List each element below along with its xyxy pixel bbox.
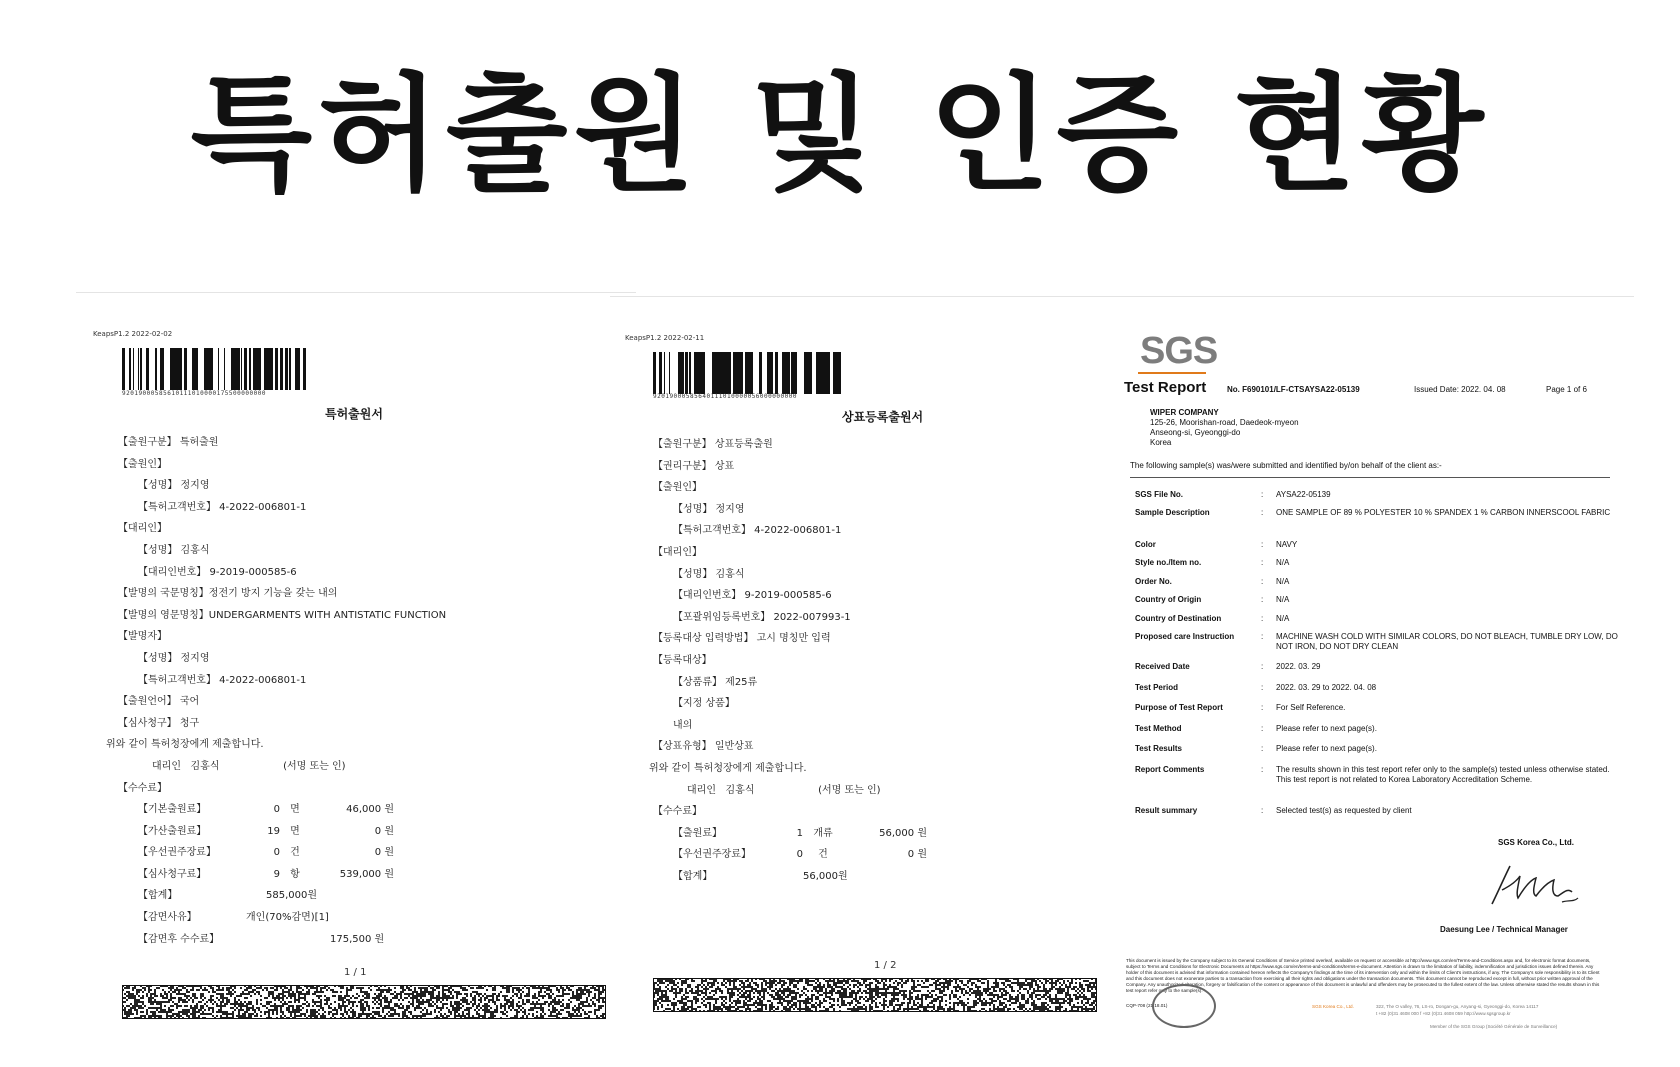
after-fee-label: 【감면후 수수료】 bbox=[138, 933, 220, 945]
trademark-line: 【상표유형】 일반상표 bbox=[653, 741, 754, 753]
sgs-field-value: The results shown in this test report refer only to the sample(s) tested unless otherwise stated. This test report is not related to Korea Laboratory Accreditation Scheme. bbox=[1276, 765, 1610, 784]
trademark-page-number: 1 / 2 bbox=[874, 960, 897, 971]
sgs-logo: SGS bbox=[1140, 330, 1218, 372]
sgs-form-code: CQP-708 (21.18.01) bbox=[1126, 1003, 1168, 1008]
trademark-line: 【성명】 김홍식 bbox=[673, 568, 745, 580]
page-indicator: Page 1 of 6 bbox=[1546, 385, 1587, 394]
divider-right bbox=[610, 296, 1634, 297]
sgs-footer-address: 322, The O valley, 76, LS-ro, Dongan-gu, Anyang-si, Gyeonggi-do, Korea 14117 bbox=[1376, 1004, 1539, 1009]
patent-header: KeapsP1.2 2022-02-02 bbox=[93, 330, 173, 338]
patent-line: 대리인 김홍식 (서명 또는 인) bbox=[152, 760, 346, 772]
fee-qty: 0 bbox=[796, 849, 803, 861]
sgs-field-label: Test Period bbox=[1135, 683, 1178, 692]
trademark-header: KeapsP1.2 2022-02-11 bbox=[625, 334, 705, 342]
sgs-field-label: Test Results bbox=[1135, 744, 1182, 753]
fee-row bbox=[653, 844, 1113, 866]
patent-line: 【대리인번호】 9-2019-000585-6 bbox=[138, 566, 297, 578]
sgs-field-colon: : bbox=[1261, 744, 1264, 753]
fee-qty: 1 bbox=[796, 827, 803, 839]
patent-line: 【심사청구】 청구 bbox=[118, 717, 200, 729]
patent-line: 【출원구분】 특허출원 bbox=[118, 437, 219, 448]
sgs-field-value: Selected test(s) as requested by client bbox=[1276, 806, 1412, 815]
trademark-line: 【대리인】 bbox=[653, 546, 702, 558]
fee-amount: 46,000 원 bbox=[346, 804, 394, 816]
trademark-line: 【포괄위임등록번호】 2022-007993-1 bbox=[673, 611, 851, 623]
sgs-seal-stamp bbox=[1152, 984, 1216, 1028]
sgs-field-colon: : bbox=[1261, 540, 1264, 549]
sgs-field-colon: : bbox=[1261, 558, 1264, 567]
sgs-field-label: Order No. bbox=[1135, 577, 1172, 586]
fee-label: 【출원료】 bbox=[673, 827, 722, 839]
total-row bbox=[118, 885, 618, 907]
sgs-field-value: ONE SAMPLE OF 89 % POLYESTER 10 % SPANDEX 1 % CARBON INNERSCOOL FABRIC bbox=[1276, 508, 1611, 517]
sgs-field-label: Report Comments bbox=[1135, 765, 1205, 774]
fee-label: 【심사청구료】 bbox=[138, 868, 207, 880]
total-label: 【합계】 bbox=[673, 870, 713, 882]
sgs-field-colon: : bbox=[1261, 614, 1264, 623]
sgs-field-colon: : bbox=[1261, 806, 1264, 815]
trademark-line: 【출원인】 bbox=[653, 482, 702, 494]
sgs-field-colon: : bbox=[1261, 703, 1264, 712]
fee-amount: 539,000 원 bbox=[339, 868, 394, 880]
sgs-field-value: N/A bbox=[1276, 558, 1290, 567]
sgs-field-value: Please refer to next page(s). bbox=[1276, 724, 1377, 733]
fee-row bbox=[118, 799, 618, 821]
fee-qty: 0 bbox=[273, 847, 280, 859]
reduction-value: 개인(70%감면)[1] bbox=[246, 912, 329, 924]
sgs-field-value: N/A bbox=[1276, 614, 1290, 623]
fee-unit: 면 bbox=[290, 825, 300, 837]
sgs-footer-member: Member of the SGS Group (Société Générale de Surveillance) bbox=[1430, 1024, 1558, 1029]
sgs-field-value: 2022. 03. 29 bbox=[1276, 662, 1321, 671]
sgs-field-colon: : bbox=[1261, 632, 1264, 641]
sgs-footer-company: SGS Korea Co., Ltd. bbox=[1312, 1004, 1354, 1009]
fee-amount: 0 원 bbox=[907, 849, 927, 861]
patent-line: 【발명의 국문명칭】정전기 방지 기능을 갖는 내의 bbox=[118, 588, 338, 600]
patent-line: 【성명】 정지영 bbox=[138, 652, 210, 664]
trademark-line: 내의 bbox=[673, 719, 693, 731]
sgs-field-label: Test Method bbox=[1135, 724, 1182, 733]
trademark-2d-barcode bbox=[653, 978, 1097, 1012]
sgs-field-value: MACHINE WASH COLD WITH SIMILAR COLORS, DO NOT BLEACH, TUMBLE DRY LOW, DO NOT IRON, DO NOT DRY CLEAN bbox=[1276, 632, 1618, 651]
report-number: No. F690101/LF-CTSAYSA22-05139 bbox=[1227, 385, 1360, 394]
sgs-field-colon: : bbox=[1261, 490, 1264, 499]
sgs-field-value: N/A bbox=[1276, 577, 1290, 586]
sgs-field-colon: : bbox=[1261, 595, 1264, 604]
fee-qty: 0 bbox=[273, 804, 280, 816]
sgs-field-label: SGS File No. bbox=[1135, 490, 1184, 499]
fee-label: 【우선권주장료】 bbox=[673, 849, 751, 861]
sgs-field-colon: : bbox=[1261, 683, 1264, 692]
client-address bbox=[1150, 408, 1299, 448]
trademark-barcode-number: 92019000585640111010000056000000000 bbox=[653, 393, 797, 400]
reduction-row bbox=[118, 907, 618, 929]
signer-company: SGS Korea Co., Ltd. bbox=[1498, 838, 1575, 847]
sgs-field-colon: : bbox=[1261, 765, 1264, 774]
sgs-field-label: Sample Description bbox=[1135, 508, 1210, 517]
fee-row bbox=[118, 821, 618, 843]
address-line: 125-26, Moorishan-road, Daedeok-myeon bbox=[1150, 418, 1299, 427]
patent-line: 【성명】 정지영 bbox=[138, 480, 210, 492]
fee-unit: 건 bbox=[290, 847, 300, 859]
patent-line: 【특허고객번호】 4-2022-006801-1 bbox=[138, 674, 307, 686]
total-label: 【합계】 bbox=[138, 890, 178, 902]
patent-line: 【출원인】 bbox=[118, 458, 167, 470]
signature-image bbox=[1458, 852, 1598, 914]
fee-label: 【우선권주장료】 bbox=[138, 847, 216, 859]
total-row bbox=[653, 866, 1113, 888]
sgs-field-colon: : bbox=[1261, 508, 1264, 517]
sgs-field-colon: : bbox=[1261, 577, 1264, 586]
trademark-line: 【상품류】 제25류 bbox=[673, 676, 758, 688]
trademark-title: 상표등록출원서 bbox=[842, 410, 924, 424]
sgs-field-colon: : bbox=[1261, 662, 1264, 671]
divider-left bbox=[76, 292, 636, 293]
sgs-field-label: Color bbox=[1135, 540, 1156, 549]
sgs-field-label: Country of Origin bbox=[1135, 595, 1202, 604]
trademark-barcode bbox=[653, 352, 843, 394]
fee-row bbox=[653, 823, 1113, 845]
patent-line: 【발명자】 bbox=[118, 631, 167, 643]
sgs-field-value: Please refer to next page(s). bbox=[1276, 744, 1377, 753]
patent-title: 특허출원서 bbox=[325, 407, 383, 421]
total-value: 56,000원 bbox=[803, 870, 848, 882]
sgs-field-value: AYSA22-05139 bbox=[1276, 490, 1331, 499]
patent-line: 【수수료】 bbox=[118, 782, 167, 794]
trademark-line: 위와 같이 특허청장에게 제출합니다. bbox=[649, 762, 807, 774]
patent-2d-barcode bbox=[122, 985, 606, 1019]
trademark-line: 【권리구분】 상표 bbox=[653, 460, 735, 472]
fee-amount: 0 원 bbox=[374, 825, 394, 837]
trademark-line: 【등록대상】 bbox=[653, 654, 712, 666]
fee-label: 【기본출원료】 bbox=[138, 804, 207, 816]
sgs-footer-phone: t +82 (0)31 4608 000 f +82 (0)31 4608 059 http://www.sgsgroup.kr bbox=[1376, 1011, 1511, 1016]
fee-qty: 19 bbox=[267, 825, 280, 837]
patent-line: 【성명】 김홍식 bbox=[138, 544, 210, 556]
patent-barcode-number: 92019000585610111010000175500000000 bbox=[122, 390, 266, 397]
after-fee-row bbox=[118, 929, 618, 951]
fee-unit: 개류 bbox=[813, 827, 833, 839]
sgs-field-label: Proposed care Instruction bbox=[1135, 632, 1235, 641]
fee-label: 【가산출원료】 bbox=[138, 825, 207, 837]
sgs-field-value: N/A bbox=[1276, 595, 1290, 604]
sgs-field-label: Received Date bbox=[1135, 662, 1190, 671]
patent-page-number: 1 / 1 bbox=[344, 967, 367, 978]
trademark-body bbox=[649, 434, 1113, 887]
sgs-field-value: NAVY bbox=[1276, 540, 1298, 549]
trademark-line: 【대리인번호】 9-2019-000585-6 bbox=[673, 590, 832, 602]
sample-intro: The following sample(s) was/were submitted and identified by/on behalf of the client as:- bbox=[1130, 461, 1442, 470]
trademark-line: 【수수료】 bbox=[653, 806, 702, 818]
page-headline: 특허출원 및 인증 현황 bbox=[190, 61, 1490, 208]
sgs-logo-underline bbox=[1138, 372, 1206, 374]
patent-line: 【출원언어】 국어 bbox=[118, 696, 200, 708]
total-value: 585,000원 bbox=[266, 890, 318, 902]
client-company: WIPER COMPANY bbox=[1150, 408, 1219, 417]
sgs-field-colon: : bbox=[1261, 724, 1264, 733]
issued-date: Issued Date: 2022. 04. 08 bbox=[1414, 385, 1506, 394]
reduction-label: 【감면사유】 bbox=[138, 912, 197, 924]
sgs-field-label: Purpose of Test Report bbox=[1135, 703, 1223, 712]
fee-unit: 건 bbox=[818, 849, 828, 861]
trademark-line: 【성명】 정지영 bbox=[673, 503, 745, 515]
fee-amount: 56,000 원 bbox=[879, 827, 927, 839]
sgs-field-label: Country of Destination bbox=[1135, 614, 1222, 623]
fee-unit: 면 bbox=[290, 804, 300, 816]
patent-line: 【대리인】 bbox=[118, 523, 167, 535]
test-report-title: Test Report bbox=[1124, 379, 1207, 396]
fee-unit: 항 bbox=[290, 868, 300, 880]
patent-line: 【발명의 영문명칭】UNDERGARMENTS WITH ANTISTATIC FUNCTION bbox=[118, 609, 447, 621]
sgs-field-value: 2022. 03. 29 to 2022. 04. 08 bbox=[1276, 683, 1377, 692]
sgs-rule bbox=[1130, 477, 1610, 478]
fee-amount: 0 원 bbox=[374, 847, 394, 859]
sgs-fine-print: This document is issued by the Company subject to its General Conditions of Service printed overleaf, available on request or accessible at http://www.sgs.com/en/Terms-and-Conditions.aspx and, for electronic format documents, subject to Terms and Conditions for Electronic Documents at https://www.sgs.com/en/terms-and-conditions/terms-e-document. Attention is drawn to the limitation of liability, indemnification and jurisdiction issues defined therein. Any holder of this document is advised that information contained hereon reflects the Company's findings at the time of its intervention only and within the limits of Client's instructions, if any. The Company's sole responsibility is to its Client and this document does not exonerate parties to a transaction from exercising all their rights and obligations under the transaction documents. This document cannot be reproduced except in full, without prior written approval of the Company. Any unauthorized alteration, forgery or falsification of the content or appearance of this document is unlawful and offenders may be prosecuted to the fullest extent of the law. Unless otherwise stated the results shown in this test report refer only to the sample(s). bbox=[1126, 958, 1600, 993]
address-line: Korea bbox=[1150, 438, 1172, 447]
after-fee-value: 175,500 원 bbox=[330, 933, 385, 945]
signer-name: Daesung Lee / Technical Manager bbox=[1440, 925, 1568, 934]
trademark-line: 대리인 김홍식 (서명 또는 인) bbox=[687, 784, 881, 796]
trademark-line: 【특허고객번호】 4-2022-006801-1 bbox=[673, 525, 842, 537]
trademark-line: 【출원구분】 상표등록출원 bbox=[653, 439, 773, 450]
fee-qty: 9 bbox=[273, 868, 280, 880]
patent-line: 【특허고객번호】 4-2022-006801-1 bbox=[138, 501, 307, 513]
sgs-field-value: For Self Reference. bbox=[1276, 703, 1346, 712]
sgs-field-label: Style no./Item no. bbox=[1135, 558, 1202, 567]
patent-line: 위와 같이 특허청장에게 제출합니다. bbox=[106, 739, 264, 751]
trademark-line: 【지정 상품】 bbox=[673, 698, 735, 710]
address-line: Anseong-si, Gyeonggi-do bbox=[1150, 428, 1241, 437]
patent-body bbox=[106, 432, 618, 950]
fee-row bbox=[118, 842, 618, 864]
sgs-field-label: Result summary bbox=[1135, 806, 1198, 815]
fee-row bbox=[118, 864, 618, 886]
patent-barcode bbox=[122, 348, 312, 390]
trademark-line: 【등록대상 입력방법】 고시 명칭만 입력 bbox=[653, 633, 831, 645]
